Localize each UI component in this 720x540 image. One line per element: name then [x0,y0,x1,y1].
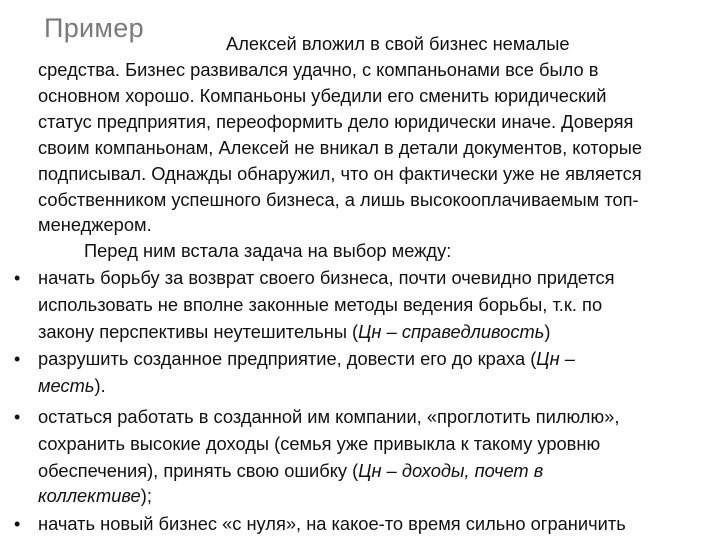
option-text [38,374,106,398]
option-text-part: ). [94,375,106,396]
paragraph-line: Алексей вложил в свой бизнес немалые [226,33,570,54]
paragraph-line: менеджером. [38,214,152,235]
option-text [38,347,575,371]
value-label: Цн – [536,348,575,369]
option-text: сохранить высокие доходы (семья уже привыкла к такому уровню [38,433,601,454]
bullet-icon: • [14,407,21,427]
bullet-icon: • [14,268,21,288]
value-label: месть [38,375,95,396]
value-label: Цн – справедливость [358,321,545,342]
paragraph-line: собственником успешного бизнеса, а лишь высокооплачиваемым топ- [38,189,639,210]
paragraph-line: своим компаньонам, Алексей не вникал в детали документов, которые [38,137,643,158]
option-text: использовать не вполне законные методы ведения борьбы, т.к. по [38,294,603,315]
bullet-icon: • [14,514,21,534]
option-text [38,320,550,344]
paragraph-line: основном хорошо. Компаньоны убедили его сменить юридический [38,85,607,106]
option-text-part: обеспечения), принять свою ошибку ( [38,460,359,481]
option-text-part: закону перспективы неутешительны ( [38,321,359,342]
paragraph-line: подписывал. Однажды обнаружил, что он фактически уже не является [38,163,642,184]
option-text: начать борьбу за возврат своего бизнеса, почти очевидно придется [38,267,615,288]
paragraph-line: статус предприятия, переоформить дело юридически иначе. Доверяя [38,111,634,132]
slide-title: Пример [44,13,144,43]
option-text [38,484,152,508]
option-text-part: разрушить созданное предприятие, довести его до краха ( [38,348,537,369]
choice-intro: Перед ним встала задача на выбор между: [84,240,452,261]
option-text-part: ); [140,485,152,506]
value-label: коллективе [38,485,141,506]
bullet-icon: • [14,349,21,369]
option-text-part: ) [544,321,551,342]
option-text: начать новый бизнес «с нуля», на какое-то время сильно ограничить [38,513,626,534]
value-label: Цн – доходы, почет в [358,460,544,481]
option-text: остаться работать в созданной им компании, «проглотить пилюлю», [38,406,620,427]
paragraph-line: средства. Бизнес развивался удачно, с компаньонами все было в [38,59,599,80]
option-text [38,459,543,483]
